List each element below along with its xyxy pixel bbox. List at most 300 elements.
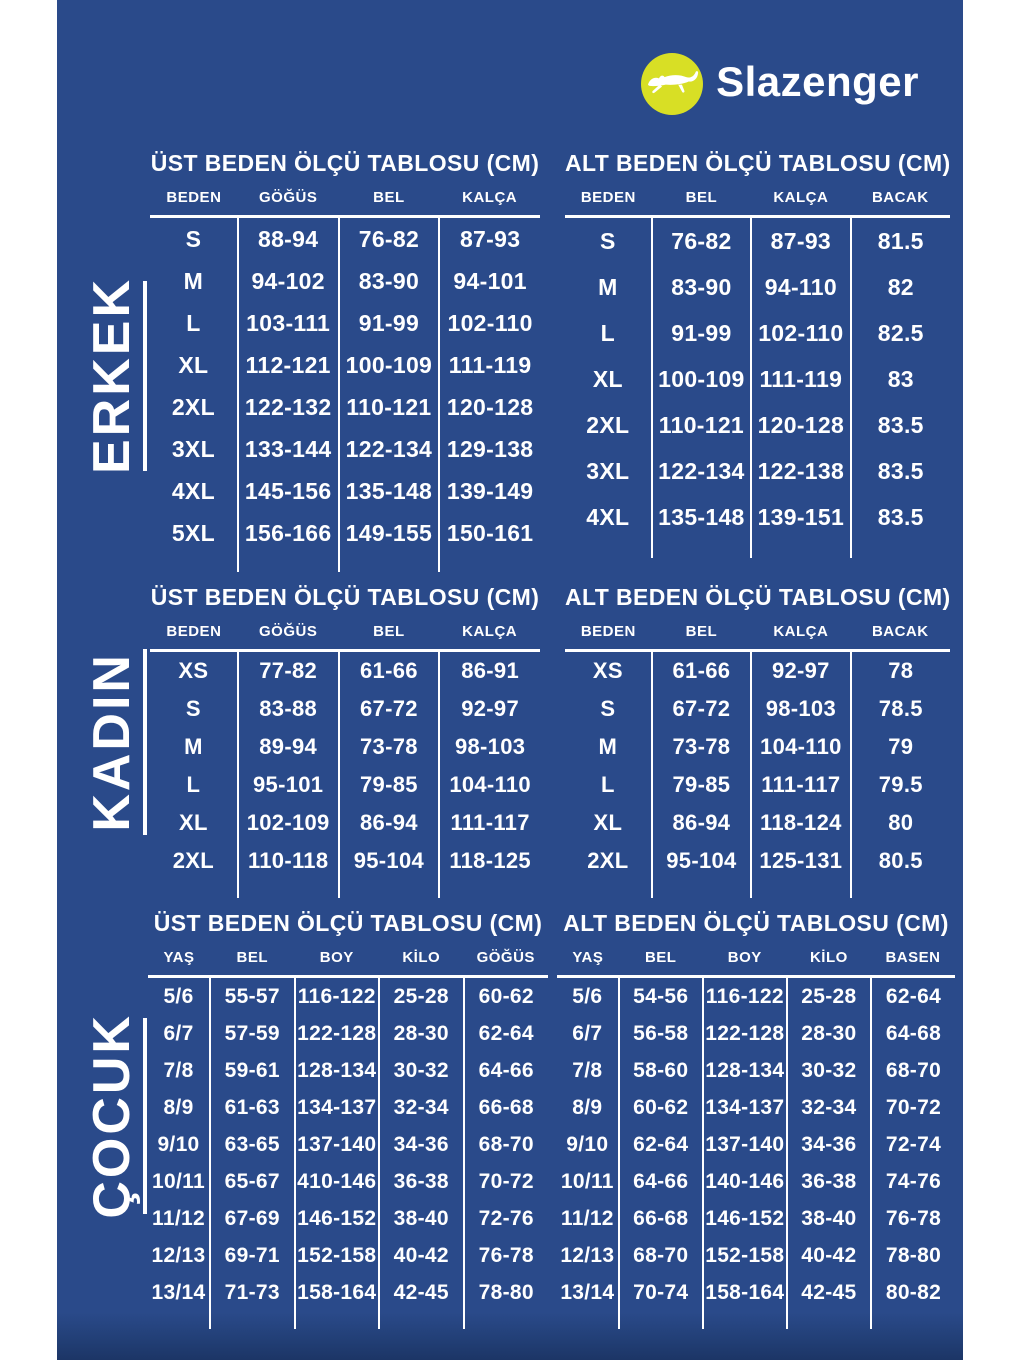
table-row	[557, 1200, 955, 1237]
table-title: ÜST BEDEN ÖLÇÜ TABLOSU (CM)	[153, 910, 543, 936]
measure-cell: 68-70	[478, 1132, 534, 1156]
measure-cell: 120-128	[446, 393, 534, 420]
size-cell: 5XL	[150, 512, 238, 554]
size-chart-panel	[57, 0, 963, 1360]
measure-cell: 83-90	[339, 260, 440, 302]
measure-cell: 61-66	[339, 651, 440, 691]
women-lower-body-table	[565, 584, 950, 898]
column-header: KİLO	[787, 948, 871, 977]
table-row	[557, 1015, 955, 1052]
size-cell: 2XL	[150, 842, 238, 880]
table-row	[150, 302, 540, 344]
measure-cell: 100-109	[652, 356, 751, 402]
table-row	[557, 1237, 955, 1274]
table-row	[557, 1052, 955, 1089]
table-row	[150, 386, 540, 428]
column-header: BEDEN	[565, 622, 652, 651]
measure-cell: 86-94	[339, 804, 440, 842]
table-row	[565, 310, 950, 356]
size-table	[557, 948, 955, 1329]
measure-cell: 38-40	[787, 1200, 871, 1237]
measure-cell: 122-134	[339, 428, 440, 470]
table-row	[150, 344, 540, 386]
size-cell: 11/12	[148, 1200, 210, 1237]
measure-cell: 77-82	[238, 651, 339, 691]
measure-cell: 28-30	[379, 1015, 464, 1052]
measure-cell: 111-119	[448, 351, 532, 378]
table-row	[148, 1052, 548, 1089]
measure-cell: 67-69	[210, 1200, 295, 1237]
table-row	[565, 766, 950, 804]
measure-cell: 74-76	[885, 1169, 942, 1193]
column-header: BACAK	[851, 622, 950, 651]
measure-cell: 111-117	[751, 766, 850, 804]
measure-cell: 30-32	[379, 1052, 464, 1089]
table-row	[148, 1163, 548, 1200]
measure-cell: 128-134	[703, 1052, 787, 1089]
measure-cell: 112-121	[238, 344, 339, 386]
size-cell: 8/9	[148, 1089, 210, 1126]
measure-cell: 91-99	[652, 310, 751, 356]
size-cell: 5/6	[557, 977, 619, 1016]
divider-extension-row	[557, 1311, 955, 1329]
measure-cell: 68-70	[885, 1058, 942, 1082]
measure-cell: 25-28	[787, 977, 871, 1016]
measure-cell: 104-110	[449, 772, 531, 797]
size-cell: M	[150, 260, 238, 302]
measure-cell: 40-42	[787, 1237, 871, 1274]
size-cell: 13/14	[148, 1274, 210, 1311]
size-table	[565, 622, 950, 898]
measure-cell: 76-82	[652, 217, 751, 265]
measure-cell: 129-138	[446, 435, 534, 462]
size-table	[565, 188, 950, 558]
measure-cell: 94-102	[238, 260, 339, 302]
section-label-text: KADIN	[83, 652, 141, 832]
measure-cell: 62-64	[619, 1126, 703, 1163]
measure-cell: 42-45	[379, 1274, 464, 1311]
table-row	[565, 494, 950, 540]
measure-cell: 92-97	[461, 696, 520, 721]
measure-cell: 76-78	[478, 1243, 534, 1267]
measure-cell: 56-58	[619, 1015, 703, 1052]
table-row	[148, 1274, 548, 1311]
measure-cell: 76-78	[885, 1206, 942, 1230]
measure-cell: 88-94	[238, 217, 339, 261]
measure-cell: 69-71	[210, 1237, 295, 1274]
measure-cell: 133-144	[238, 428, 339, 470]
measure-cell: 137-140	[703, 1126, 787, 1163]
column-header: KALÇA	[439, 622, 540, 651]
table-row	[557, 977, 955, 1016]
table-row	[565, 264, 950, 310]
column-header: GÖĞÜS	[238, 188, 339, 217]
table-row	[148, 1089, 548, 1126]
measure-cell: 94-110	[751, 264, 850, 310]
table-row	[565, 651, 950, 691]
table-row	[557, 1089, 955, 1126]
header-row	[150, 188, 540, 217]
measure-cell: 86-94	[652, 804, 751, 842]
column-header: BOY	[703, 948, 787, 977]
column-header: BEL	[619, 948, 703, 977]
measure-cell: 38-40	[379, 1200, 464, 1237]
size-cell: 12/13	[557, 1237, 619, 1274]
kids-lower-body-table	[557, 910, 955, 1329]
measure-cell: 68-70	[619, 1237, 703, 1274]
table-title: ALT BEDEN ÖLÇÜ TABLOSU (CM)	[563, 910, 949, 936]
measure-cell: 139-151	[751, 494, 850, 540]
table-row	[557, 1274, 955, 1311]
measure-cell: 25-28	[379, 977, 464, 1016]
header-row	[557, 948, 955, 977]
measure-cell: 76-82	[339, 217, 440, 261]
measure-cell: 95-104	[652, 842, 751, 880]
column-header: BEDEN	[565, 188, 652, 217]
measure-cell: 67-72	[339, 690, 440, 728]
size-cell: 4XL	[565, 494, 652, 540]
measure-cell: 58-60	[619, 1052, 703, 1089]
table-row	[150, 512, 540, 554]
divider-extension-row	[565, 880, 950, 898]
size-cell: M	[150, 728, 238, 766]
measure-cell: 72-76	[478, 1206, 534, 1230]
size-cell: 6/7	[148, 1015, 210, 1052]
size-table	[150, 622, 540, 898]
table-row	[565, 402, 950, 448]
column-header: YAŞ	[148, 948, 210, 977]
measure-cell: 73-78	[652, 728, 751, 766]
table-row	[148, 1126, 548, 1163]
column-header: BEDEN	[150, 188, 238, 217]
measure-cell: 62-64	[478, 1021, 534, 1045]
table-row	[150, 260, 540, 302]
measure-cell: 91-99	[339, 302, 440, 344]
table-row	[150, 651, 540, 691]
column-header: BEDEN	[150, 622, 238, 651]
size-cell: 5/6	[148, 977, 210, 1016]
measure-cell: 83.5	[877, 457, 924, 484]
measure-cell: 120-128	[751, 402, 850, 448]
measure-cell: 78.5	[878, 696, 923, 721]
measure-cell: 86-91	[461, 658, 520, 683]
measure-cell: 36-38	[787, 1163, 871, 1200]
measure-cell: 146-152	[703, 1200, 787, 1237]
measure-cell: 66-68	[478, 1095, 534, 1119]
section-label-erkek	[83, 277, 147, 475]
divider-extension-row	[150, 554, 540, 572]
table-row	[150, 804, 540, 842]
measure-cell: 158-164	[703, 1274, 787, 1311]
measure-cell: 80-82	[885, 1280, 942, 1304]
column-header: BEL	[210, 948, 295, 977]
divider-extension-row	[565, 540, 950, 558]
size-cell: XS	[565, 651, 652, 691]
men-upper-body-table	[150, 150, 540, 572]
table-row	[148, 1015, 548, 1052]
measure-cell: 64-66	[619, 1163, 703, 1200]
table-row	[150, 766, 540, 804]
size-cell: 12/13	[148, 1237, 210, 1274]
measure-cell: 410-146	[295, 1163, 380, 1200]
table-title: ÜST BEDEN ÖLÇÜ TABLOSU (CM)	[150, 584, 540, 610]
size-table	[150, 188, 540, 572]
measure-cell: 71-73	[210, 1274, 295, 1311]
measure-cell: 82.5	[877, 319, 924, 346]
measure-cell: 70-72	[885, 1095, 942, 1119]
column-header: KALÇA	[751, 622, 850, 651]
measure-cell: 55-57	[210, 977, 295, 1016]
brand-wordmark: Slazenger	[716, 58, 919, 105]
size-cell: M	[565, 264, 652, 310]
measure-cell: 149-155	[339, 512, 440, 554]
measure-cell: 98-103	[751, 690, 850, 728]
size-cell: 2XL	[565, 842, 652, 880]
measure-cell: 145-156	[238, 470, 339, 512]
measure-cell: 83.5	[877, 411, 924, 438]
panther-icon	[641, 53, 703, 115]
measure-cell: 82	[887, 273, 914, 300]
measure-cell: 118-124	[751, 804, 850, 842]
measure-cell: 83	[887, 365, 914, 392]
measure-cell: 67-72	[652, 690, 751, 728]
measure-cell: 61-66	[652, 651, 751, 691]
table-row	[148, 977, 548, 1016]
measure-cell: 150-161	[446, 519, 534, 546]
measure-cell: 66-68	[619, 1200, 703, 1237]
measure-cell: 111-119	[751, 356, 850, 402]
measure-cell: 110-121	[652, 402, 751, 448]
divider-extension-row	[148, 1311, 548, 1329]
measure-cell: 81.5	[877, 227, 924, 254]
measure-cell: 79	[888, 734, 914, 759]
column-header: BACAK	[851, 188, 950, 217]
measure-cell: 79-85	[652, 766, 751, 804]
size-cell: XL	[565, 804, 652, 842]
kids-upper-body-table	[148, 910, 548, 1329]
brand-logo	[641, 53, 919, 115]
measure-cell: 102-109	[238, 804, 339, 842]
size-table	[148, 948, 548, 1329]
measure-cell: 122-128	[703, 1015, 787, 1052]
table-row	[557, 1163, 955, 1200]
table-row	[150, 690, 540, 728]
size-cell: S	[565, 690, 652, 728]
column-header: KİLO	[379, 948, 464, 977]
table-row	[565, 448, 950, 494]
measure-cell: 70-72	[478, 1169, 534, 1193]
measure-cell: 54-56	[619, 977, 703, 1016]
table-row	[557, 1126, 955, 1163]
measure-cell: 28-30	[787, 1015, 871, 1052]
table-row	[150, 728, 540, 766]
table-row	[565, 356, 950, 402]
measure-cell: 102-110	[447, 309, 533, 336]
header-row	[565, 622, 950, 651]
measure-cell: 78	[888, 658, 914, 683]
size-cell: XL	[150, 804, 238, 842]
measure-cell: 62-64	[885, 984, 942, 1008]
measure-cell: 80	[888, 810, 914, 835]
men-lower-body-table	[565, 150, 950, 558]
size-cell: 2XL	[150, 386, 238, 428]
measure-cell: 40-42	[379, 1237, 464, 1274]
column-header: GÖĞÜS	[238, 622, 339, 651]
size-cell: 3XL	[565, 448, 652, 494]
measure-cell: 122-132	[238, 386, 339, 428]
column-header: BOY	[295, 948, 380, 977]
measure-cell: 125-131	[751, 842, 850, 880]
table-title: ÜST BEDEN ÖLÇÜ TABLOSU (CM)	[150, 150, 540, 176]
section-label-text: ÇOCUK	[83, 1013, 141, 1219]
size-cell: 10/11	[148, 1163, 210, 1200]
measure-cell: 57-59	[210, 1015, 295, 1052]
size-cell: L	[150, 766, 238, 804]
size-cell: 13/14	[557, 1274, 619, 1311]
measure-cell: 134-137	[703, 1089, 787, 1126]
size-cell: 9/10	[557, 1126, 619, 1163]
size-cell: 7/8	[557, 1052, 619, 1089]
measure-cell: 78-80	[885, 1243, 942, 1267]
measure-cell: 60-62	[478, 984, 534, 1008]
measure-cell: 72-74	[885, 1132, 942, 1156]
measure-cell: 30-32	[787, 1052, 871, 1089]
measure-cell: 116-122	[295, 977, 380, 1016]
size-cell: 6/7	[557, 1015, 619, 1052]
measure-cell: 156-166	[238, 512, 339, 554]
table-row	[565, 804, 950, 842]
size-cell: S	[565, 217, 652, 265]
column-header: BEL	[652, 622, 751, 651]
measure-cell: 111-117	[450, 810, 530, 835]
size-cell: S	[150, 217, 238, 261]
column-header: YAŞ	[557, 948, 619, 977]
size-cell: L	[565, 766, 652, 804]
header-row	[148, 948, 548, 977]
measure-cell: 36-38	[379, 1163, 464, 1200]
measure-cell: 152-158	[703, 1237, 787, 1274]
column-header: BEL	[652, 188, 751, 217]
section-label-text: ERKEK	[83, 277, 141, 475]
measure-cell: 32-34	[379, 1089, 464, 1126]
size-cell: 9/10	[148, 1126, 210, 1163]
column-header: KALÇA	[439, 188, 540, 217]
header-row	[565, 188, 950, 217]
measure-cell: 78-80	[478, 1280, 534, 1304]
section-label-cocuk	[83, 1013, 147, 1219]
measure-cell: 134-137	[295, 1089, 380, 1126]
measure-cell: 128-134	[295, 1052, 380, 1089]
measure-cell: 135-148	[652, 494, 751, 540]
section-label-kadin	[85, 649, 147, 835]
table-row	[565, 728, 950, 766]
measure-cell: 79.5	[878, 772, 923, 797]
measure-cell: 65-67	[210, 1163, 295, 1200]
measure-cell: 102-110	[751, 310, 850, 356]
size-cell: XL	[150, 344, 238, 386]
measure-cell: 110-118	[238, 842, 339, 880]
size-cell: 7/8	[148, 1052, 210, 1089]
table-row	[565, 842, 950, 880]
measure-cell: 116-122	[703, 977, 787, 1016]
table-row	[148, 1237, 548, 1274]
measure-cell: 61-63	[210, 1089, 295, 1126]
divider-extension-row	[150, 880, 540, 898]
size-cell: XL	[565, 356, 652, 402]
measure-cell: 95-104	[339, 842, 440, 880]
table-row	[150, 217, 540, 261]
measure-cell: 42-45	[787, 1274, 871, 1311]
measure-cell: 70-74	[619, 1274, 703, 1311]
measure-cell: 63-65	[210, 1126, 295, 1163]
measure-cell: 73-78	[339, 728, 440, 766]
measure-cell: 80.5	[878, 848, 923, 873]
header-row	[150, 622, 540, 651]
measure-cell: 103-111	[238, 302, 339, 344]
size-cell: M	[565, 728, 652, 766]
table-row	[565, 217, 950, 265]
measure-cell: 158-164	[295, 1274, 380, 1311]
measure-cell: 104-110	[751, 728, 850, 766]
measure-cell: 135-148	[339, 470, 440, 512]
measure-cell: 87-93	[751, 217, 850, 265]
measure-cell: 89-94	[238, 728, 339, 766]
measure-cell: 94-101	[453, 267, 527, 294]
measure-cell: 110-121	[339, 386, 440, 428]
size-cell: 4XL	[150, 470, 238, 512]
measure-cell: 60-62	[619, 1089, 703, 1126]
table-row	[148, 1200, 548, 1237]
measure-cell: 64-66	[478, 1058, 534, 1082]
measure-cell: 122-138	[751, 448, 850, 494]
size-cell: L	[150, 302, 238, 344]
measure-cell: 118-125	[449, 848, 531, 873]
women-upper-body-table	[150, 584, 540, 898]
measure-cell: 83.5	[877, 503, 924, 530]
size-cell: 2XL	[565, 402, 652, 448]
size-cell: L	[565, 310, 652, 356]
column-header: BEL	[339, 188, 440, 217]
table-row	[150, 842, 540, 880]
measure-cell: 122-128	[295, 1015, 380, 1052]
column-header: GÖĞÜS	[464, 948, 549, 977]
measure-cell: 64-68	[885, 1021, 942, 1045]
column-header: BEL	[339, 622, 440, 651]
measure-cell: 79-85	[339, 766, 440, 804]
measure-cell: 87-93	[459, 225, 521, 252]
measure-cell: 34-36	[379, 1126, 464, 1163]
measure-cell: 137-140	[295, 1126, 380, 1163]
column-header: BASEN	[871, 948, 955, 977]
size-cell: 10/11	[557, 1163, 619, 1200]
size-cell: 3XL	[150, 428, 238, 470]
measure-cell: 95-101	[238, 766, 339, 804]
measure-cell: 146-152	[295, 1200, 380, 1237]
measure-cell: 59-61	[210, 1052, 295, 1089]
table-row	[565, 690, 950, 728]
measure-cell: 100-109	[339, 344, 440, 386]
measure-cell: 32-34	[787, 1089, 871, 1126]
size-cell: 11/12	[557, 1200, 619, 1237]
measure-cell: 92-97	[751, 651, 850, 691]
measure-cell: 152-158	[295, 1237, 380, 1274]
measure-cell: 139-149	[446, 477, 534, 504]
measure-cell: 140-146	[703, 1163, 787, 1200]
size-cell: 8/9	[557, 1089, 619, 1126]
table-row	[150, 428, 540, 470]
column-header: KALÇA	[751, 188, 850, 217]
table-title: ALT BEDEN ÖLÇÜ TABLOSU (CM)	[565, 584, 951, 610]
